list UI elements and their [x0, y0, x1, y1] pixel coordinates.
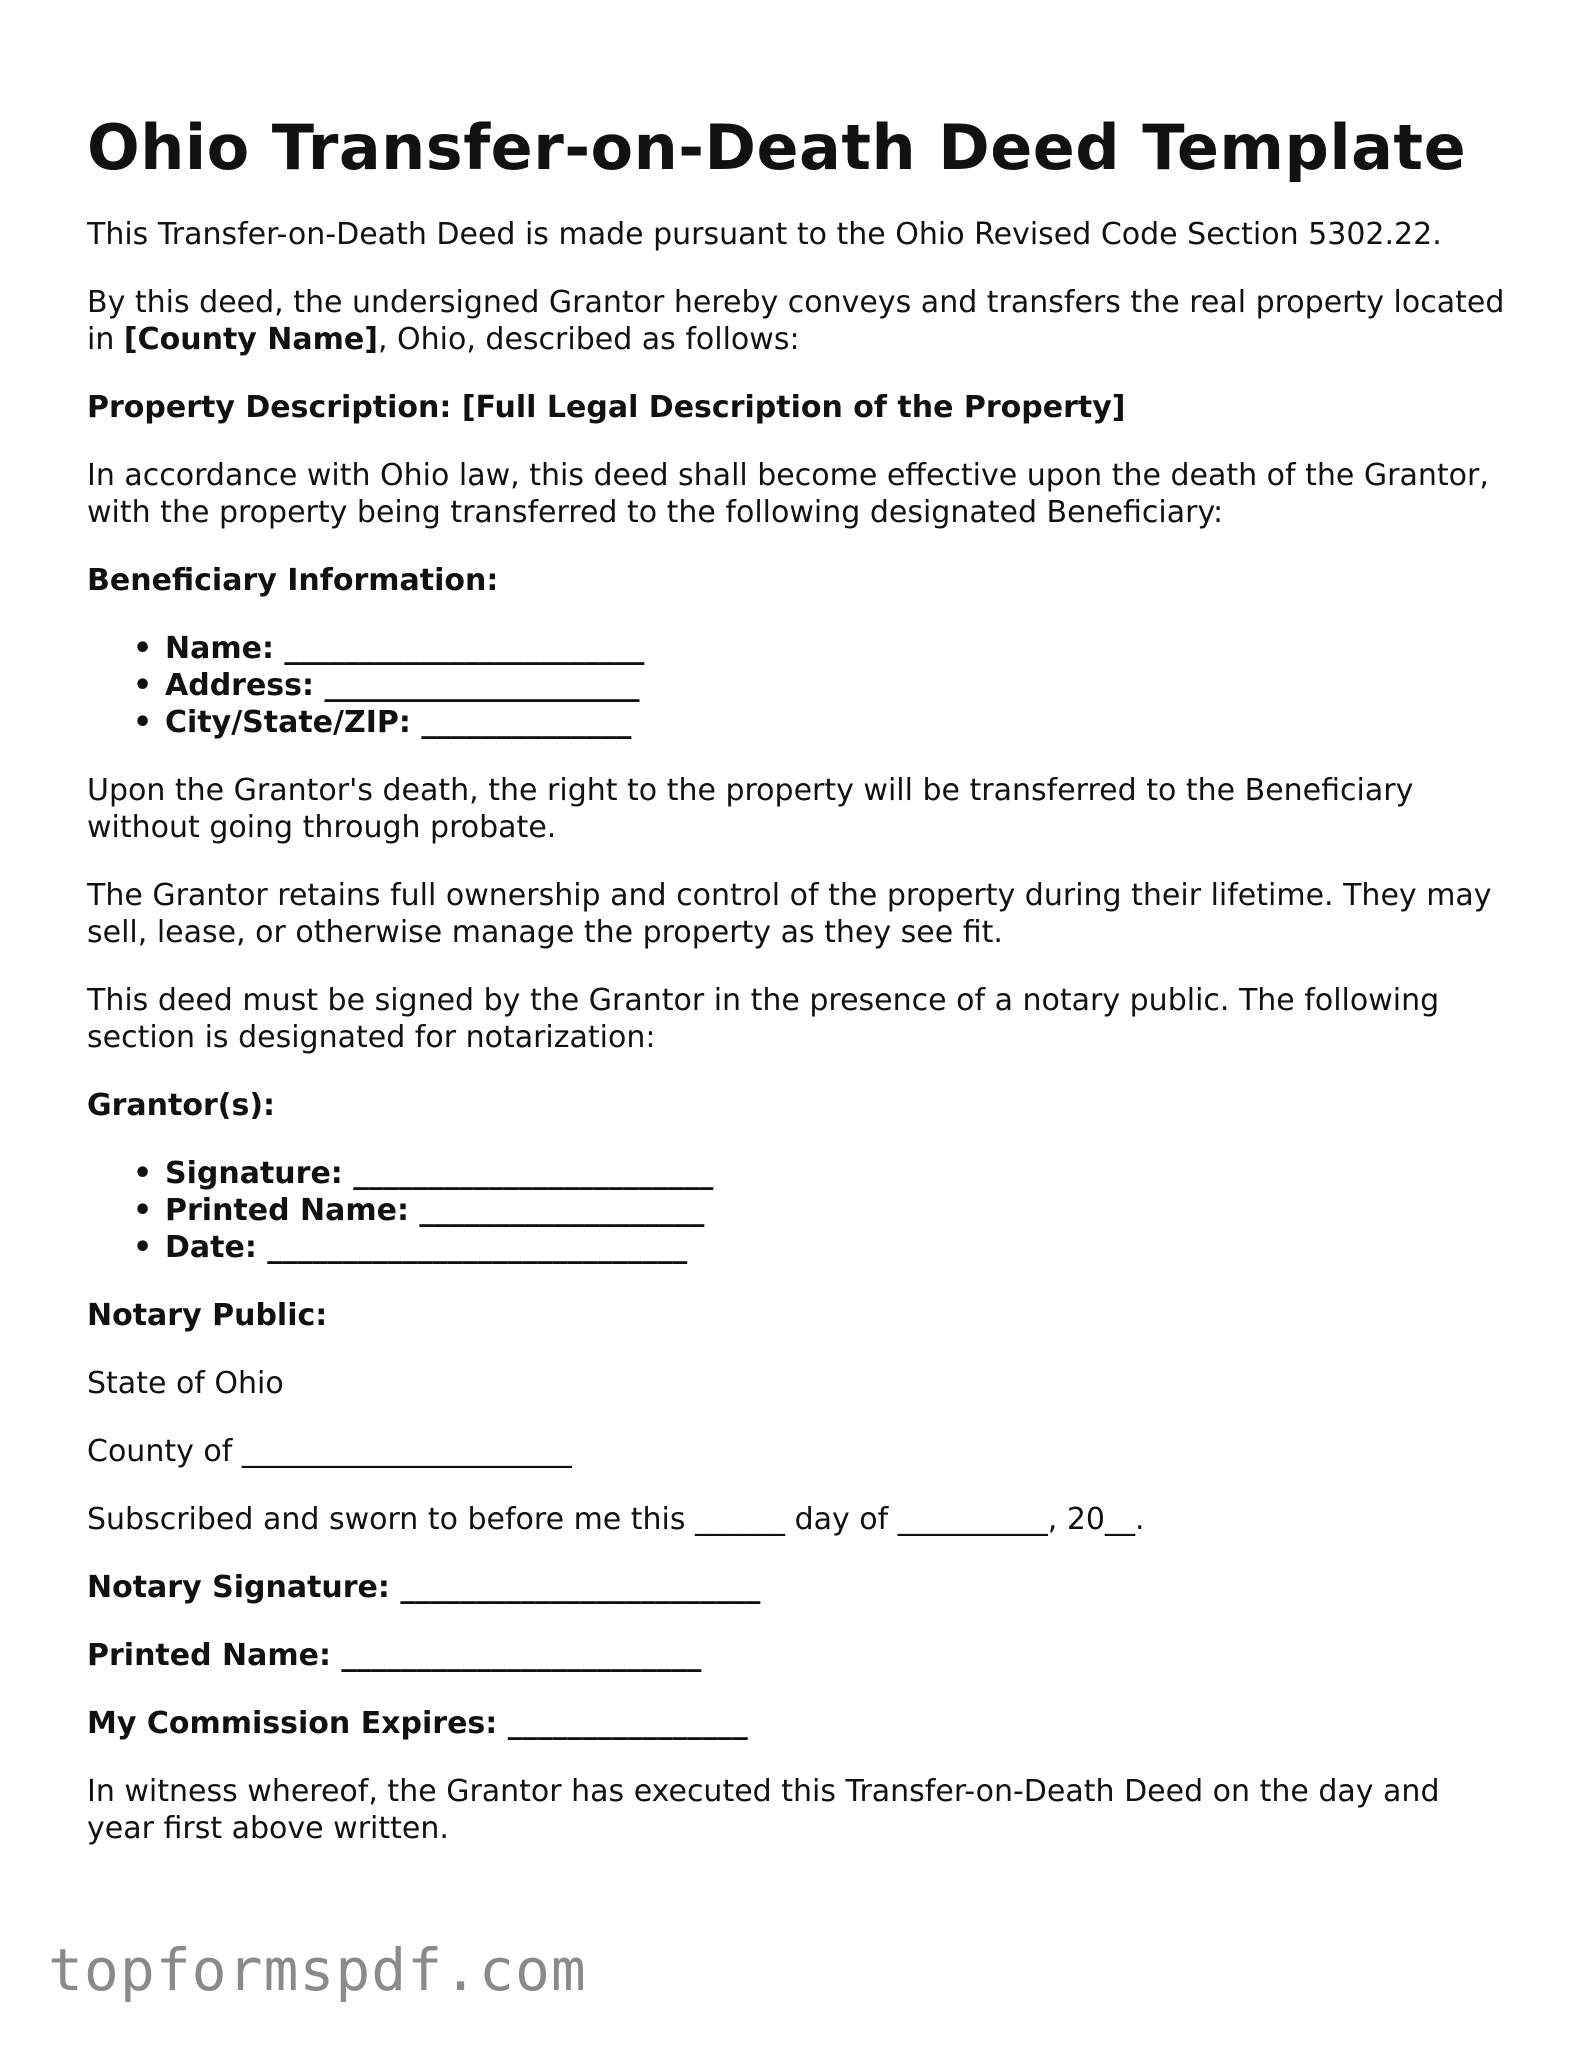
field-label: Printed Name: ___________________	[165, 1193, 705, 1228]
notary-commission-field: My Commission Expires: ________________	[87, 1706, 748, 1741]
beneficiary-address-field	[133, 667, 1507, 704]
bullet-icon: •	[133, 1193, 153, 1228]
beneficiary-heading: Beneficiary Information:	[87, 563, 499, 598]
notary-requirement-paragraph: This deed must be signed by the Grantor in the presence of a notary public. The following section is designated for notarization:	[87, 983, 1440, 1055]
field-label: Name: ________________________	[165, 631, 645, 666]
ownership-paragraph: The Grantor retains full ownership and control of the property during their lifetime. They may sell, lease, or otherwise manage the property as they see fit.	[87, 878, 1492, 950]
intro-paragraph: This Transfer-on-Death Deed is made pursuant to the Ohio Revised Code Section 5302.22.	[87, 217, 1442, 252]
county-name-placeholder: [County Name]	[123, 322, 378, 357]
conveyance-text-after: , Ohio, described as follows:	[377, 322, 800, 357]
beneficiary-fields-list	[87, 630, 1507, 741]
notary-printed-name-field: Printed Name: ________________________	[87, 1638, 702, 1673]
bullet-icon: •	[133, 631, 153, 666]
notary-county: County of ______________________	[87, 1434, 572, 1469]
grantor-date-field	[133, 1229, 1507, 1266]
property-description: Property Description: [Full Legal Description of the Property]	[87, 390, 1126, 425]
effect-paragraph: In accordance with Ohio law, this deed shall become effective upon the death of the Grantor, with the property being transferred to the following designated Beneficiary:	[87, 458, 1489, 530]
watermark: topformspdf.com	[48, 1936, 587, 2004]
notary-state: State of Ohio	[87, 1366, 284, 1401]
bullet-icon: •	[133, 1156, 153, 1191]
bullet-icon: •	[133, 705, 153, 740]
grantor-signature-field	[133, 1155, 1507, 1192]
deed-document	[87, 108, 1507, 1878]
witness-paragraph: In witness whereof, the Grantor has executed this Transfer-on-Death Deed on the day and year first above written.	[87, 1774, 1440, 1846]
notary-sworn-statement: Subscribed and sworn to before me this ______ day of __________, 20__.	[87, 1502, 1145, 1537]
conveyance-paragraph	[87, 284, 1507, 358]
beneficiary-city-state-zip-field	[133, 704, 1507, 741]
field-label: Date: ____________________________	[165, 1230, 688, 1265]
conveyance-text-before: By this deed, the undersigned Grantor hereby conveys and transfers the real property located in	[87, 285, 1505, 357]
grantor-fields-list	[87, 1155, 1507, 1266]
notary-signature-field: Notary Signature: ________________________	[87, 1570, 761, 1605]
grantor-heading: Grantor(s):	[87, 1088, 276, 1123]
bullet-icon: •	[133, 1230, 153, 1265]
field-label: Address: _____________________	[165, 668, 640, 703]
notary-heading: Notary Public:	[87, 1298, 328, 1333]
beneficiary-name-field	[133, 630, 1507, 667]
probate-paragraph: Upon the Grantor's death, the right to the property will be transferred to the Beneficiary without going through probate.	[87, 773, 1414, 845]
field-label: City/State/ZIP: ______________	[165, 705, 632, 740]
bullet-icon: •	[133, 668, 153, 703]
field-label: Signature: ________________________	[165, 1156, 714, 1191]
document-title: Ohio Transfer-on-Death Deed Template	[87, 111, 1467, 184]
grantor-printed-name-field	[133, 1192, 1507, 1229]
